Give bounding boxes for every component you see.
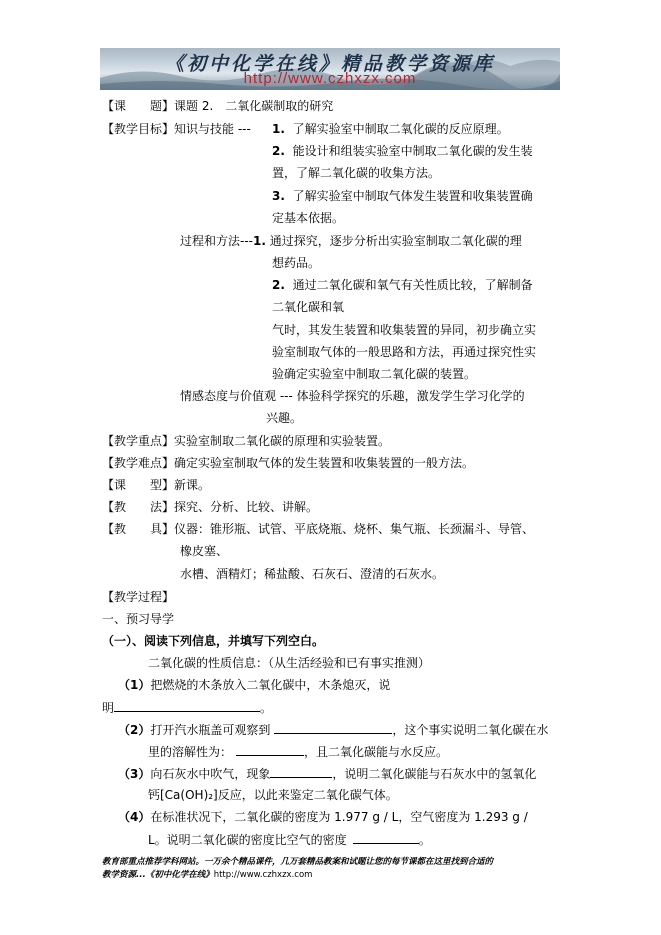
knowledge-item-2-cont: 置，了解二氧化碳的收集方法。: [272, 166, 441, 180]
goals-label: 【教学目标】: [102, 122, 175, 136]
answer-blank[interactable]: [236, 743, 304, 756]
process-heading: 【教学过程】: [102, 590, 175, 604]
process-row: [180, 233, 522, 249]
difficulty-row: [102, 455, 474, 471]
question-text: 向石灰水中吹气，现象: [150, 767, 271, 781]
course-value: 课题 2. 二氧化碳制取的研究: [174, 99, 334, 113]
question-3-cont: 钙[Ca(OH)₂]反应，以此来鉴定二氧化碳气体。: [148, 788, 398, 802]
answer-blank[interactable]: [114, 699, 260, 712]
question-text: L。说明二氧化碳的密度比空气的密度: [148, 833, 347, 847]
tools-cont-2: 水槽、酒精灯；稀盐酸、石灰石、澄清的石灰水。: [180, 567, 445, 581]
question-number: （3）: [118, 767, 151, 781]
item-number: 2.: [272, 144, 285, 158]
difficulty-value: 确定实验室制取气体的发生装置和收集装置的一般方法。: [174, 456, 475, 470]
question-4: [118, 809, 528, 825]
emotion-row: [180, 388, 525, 404]
question-text: 把燃烧的木条放入二氧化碳中，木条熄灭，说: [150, 678, 391, 692]
process-item-1-cont: 想药品。: [272, 256, 321, 270]
question-number: （2）: [118, 723, 151, 737]
method-value: 探究、分析、比较、讲解。: [174, 500, 319, 514]
question-number: （4）: [118, 810, 151, 824]
question-text: 里的溶解性为：: [148, 745, 233, 759]
item-text: 通过探究，逐步分析出实验室制取二氧化碳的理: [269, 234, 522, 248]
course-row: [102, 98, 333, 114]
tools-row: [102, 521, 534, 537]
process-item-2: [272, 277, 533, 293]
method-label: 【教 法】: [102, 500, 175, 514]
item-number: 1.: [253, 234, 266, 248]
key-point-value: 实验室制取二氧化碳的原理和实验装置。: [174, 434, 391, 448]
banner-title: 《初中化学在线》精品教学资源库: [164, 53, 495, 75]
answer-blank[interactable]: [270, 765, 332, 778]
emotion-text: 体验科学探究的乐趣，激发学生学习化学的: [296, 389, 525, 403]
question-1-cont: [102, 699, 272, 716]
type-row: [102, 477, 210, 493]
question-1: [118, 677, 390, 693]
course-label: 【课 题】: [102, 99, 175, 113]
goals-row: [102, 121, 251, 137]
knowledge-item-2: [272, 143, 533, 159]
footer-text: 教学资源...《初中化学在线》: [102, 870, 214, 880]
knowledge-item-3: [272, 188, 533, 204]
footer-line-2: [102, 869, 312, 882]
emotion-label: 情感态度与价值观 ---: [180, 389, 293, 403]
tools-cont-1: 橡皮塞、: [180, 544, 229, 558]
process-item-2-cont-4: 验确定实验室中制取二氧化碳的装置。: [272, 367, 477, 381]
answer-blank[interactable]: [274, 721, 392, 734]
question-2: [118, 721, 548, 738]
question-2-cont: [148, 743, 448, 760]
banner-url[interactable]: http://www.czhxzx.com: [243, 70, 417, 87]
banner: [100, 48, 560, 90]
question-text: ，这个事实说明二氧化碳在水: [392, 723, 549, 737]
question-text: 在标准状况下，二氧化碳的密度为 1.977 g / L，空气密度为 1.293 g /: [150, 810, 528, 824]
footer-url[interactable]: http://www.czhxzx.com: [213, 870, 313, 880]
info-line: 二氧化碳的性质信息：（从生活经验和已有事实推测）: [148, 656, 431, 670]
item-text: 通过二氧化碳和氧气有关性质比较，了解制备: [292, 278, 533, 292]
key-point-row: [102, 433, 390, 449]
knowledge-item-1: [272, 121, 509, 137]
question-text: 打开汽水瓶盖可观察到: [150, 723, 271, 737]
question-4-cont: [148, 831, 431, 848]
question-text: 。: [260, 701, 273, 715]
question-number: （1）: [118, 678, 151, 692]
knowledge-item-3-cont: 定基本依据。: [272, 211, 345, 225]
item-text: 了解实验室中制取二氧化碳的反应原理。: [292, 122, 509, 136]
process-item-2-cont-1: 二氧化碳和氧: [272, 300, 345, 314]
item-number: 1.: [272, 122, 285, 136]
footer-line-1: 教育部重点推荐学科网站。一万余个精品课件，几万套精品教案和试题让您的每节课都在这里找到合适的: [102, 857, 494, 867]
item-number: 2.: [272, 278, 285, 292]
process-item-2-cont-3: 验室制取气体的一般思路和方法，再通过探究性实: [272, 345, 537, 359]
type-label: 【课 型】: [102, 478, 175, 492]
question-text: ，说明二氧化碳能与石灰水中的氢氧化: [332, 767, 537, 781]
emotion-cont: 兴趣。: [266, 411, 303, 425]
process-item-2-cont-2: 气时，其发生装置和收集装置的异同，初步确立实: [272, 323, 537, 337]
question-text: ，且二氧化碳能与水反应。: [304, 745, 449, 759]
item-number: 3.: [272, 189, 285, 203]
type-value: 新课。: [174, 478, 211, 492]
key-point-label: 【教学重点】: [102, 434, 175, 448]
question-3: [118, 765, 536, 782]
question-text: 。: [418, 833, 431, 847]
item-text: 了解实验室中制取气体发生装置和收集装置确: [292, 189, 533, 203]
subsection-1-heading: （一）、阅读下列信息，并填写下列空白。: [102, 634, 325, 648]
difficulty-label: 【教学难点】: [102, 456, 175, 470]
knowledge-label: 知识与技能 ---: [174, 122, 251, 136]
question-text: 明: [102, 701, 115, 715]
method-row: [102, 499, 318, 515]
process-label: 过程和方法---: [180, 234, 253, 248]
item-text: 能设计和组装实验室中制取二氧化碳的发生装: [292, 144, 533, 158]
section-1-heading: 一、预习导学: [102, 612, 175, 626]
answer-blank[interactable]: [353, 831, 419, 844]
tools-label: 【教 具】: [102, 522, 175, 536]
tools-text: 仪器：锥形瓶、试管、平底烧瓶、烧杯、集气瓶、长颈漏斗、导管、: [174, 522, 535, 536]
